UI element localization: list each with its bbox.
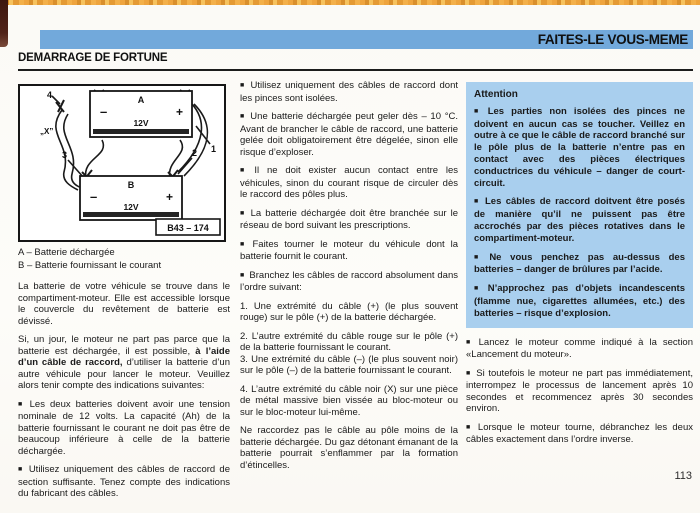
connection-steps	[240, 301, 458, 419]
bullet-item	[240, 270, 458, 294]
bullet-text: Les parties non isolées des pinces ne doivent en aucun cas se toucher. Veillez en outre à ce que le câble de raccord branché sur le pôle plus de la batterie n’entre pas en contact avec des pièces électriques conductrices du véhicule – danger de court-circuit.	[474, 105, 685, 189]
bullet-text: Faites tourner le moteur du véhicule dont la batterie fournit le courant.	[240, 238, 458, 262]
bullet-item	[240, 111, 458, 158]
square-bullet-icon: ■	[18, 466, 24, 473]
square-bullet-icon: ■	[474, 253, 485, 261]
bullet-text: Utilisez uniquement des câbles de raccord dont les pinces sont isolées.	[240, 80, 458, 104]
column-left	[18, 84, 230, 507]
bullet-item	[240, 208, 458, 232]
column-right	[466, 82, 693, 453]
step-item: 1. Une extrémité du câble (+) (le plus souvent rouge) sur le pôle (+) de la batterie déchargée.	[240, 300, 458, 323]
square-bullet-icon: ■	[466, 423, 473, 431]
square-bullet-icon: ■	[240, 167, 250, 174]
scan-edge-strip	[0, 0, 700, 5]
bullet-item	[240, 239, 458, 263]
column-middle	[240, 80, 458, 478]
scan-corner-artifact	[0, 0, 8, 47]
attention-title: Attention	[474, 89, 518, 100]
battery-b-base	[83, 212, 179, 217]
battery-b-voltage: 12V	[123, 202, 139, 212]
bullet-text: Branchez les câbles de raccord absolument dans l’ordre suivant:	[240, 269, 458, 293]
bullet-text: Il ne doit exister aucun contact entre les véhicules, sinon du courant risque de circuler dès le raccord des pôles plus.	[240, 165, 458, 200]
battery-a-voltage: 12V	[133, 118, 149, 128]
paragraph: La batterie de votre véhicule se trouve dans le compartiment-moteur. Elle est accessible lorsque le couvercle du revêtement de batterie est dévissé.	[18, 281, 230, 327]
chapter-title: FAITES-LE VOUS-MEME	[537, 32, 688, 47]
paragraph-text: d’utiliser la batterie d’un autre véhicule pour lancer le moteur. Veuillez alors tenir compte des indications suivantes:	[18, 357, 230, 391]
attention-bullet	[474, 106, 685, 190]
caption-battery-b: B – Batterie fournissant le courant	[18, 259, 162, 271]
battery-a-minus: –	[100, 104, 108, 119]
bullet-item	[240, 80, 458, 104]
callout-2: 2	[192, 148, 198, 158]
figure-ref: B43 – 174	[167, 223, 209, 233]
square-bullet-icon: ■	[240, 271, 245, 279]
step-item: 2. L’autre extrémité du câble rouge sur le pôle (+) de la batterie fournissant le courant.	[240, 330, 458, 353]
square-bullet-icon: ■	[474, 107, 483, 115]
battery-b-plus: +	[166, 190, 174, 204]
bullet-text: Une batterie déchargée peut geler dès – 10 °C. Avant de brancher le câble de raccord, une batterie gelée doit obligatoirement être dégelée, sinon elle risque d’exploser.	[240, 111, 458, 158]
bullet-item	[240, 165, 458, 201]
bullet-item	[466, 422, 693, 446]
battery-a-label: A	[137, 95, 145, 105]
battery-a-base	[93, 129, 189, 134]
bullet-text: La batterie déchargée doit être branchée sur le réseau de bord suivant les prescriptions.	[240, 207, 458, 231]
section-divider	[18, 69, 693, 71]
bullet-item	[466, 368, 693, 415]
step-item: 3. Une extrémité du câble (–) (le plus souvent noir) sur le pôle (–) de la batterie fournissant le courant.	[240, 353, 458, 376]
warning-note: Ne raccordez pas le câble au pôle moins de la batterie déchargée. Du gaz détonant émanant de la batterie pourrait s’enflammer par la formation d’étincelles.	[240, 425, 458, 471]
square-bullet-icon: ■	[240, 240, 248, 248]
battery-diagram-svg	[20, 86, 224, 240]
paragraph-bold: à l’aide d’un câble de raccord,	[18, 345, 230, 368]
bullet-text: Les deux batteries doivent avoir une tension nominale de 12 volts. La capacité (Ah) de la batterie fournissant le courant ne doit pas être de beaucoup inférieure à celle de la batterie déchargée.	[18, 398, 230, 457]
battery-diagram	[18, 84, 226, 242]
square-bullet-icon: ■	[474, 198, 480, 206]
square-bullet-icon: ■	[240, 209, 246, 217]
attention-box	[466, 82, 693, 328]
bullet-text: Les câbles de raccord doitvent être posés de manière qu’il ne puissent pas être accrochés par des pièces rotatives dans le compartiment-moteur.	[474, 196, 686, 244]
battery-a-plus: +	[176, 105, 184, 119]
square-bullet-icon: ■	[18, 400, 25, 408]
square-bullet-icon: ■	[474, 285, 483, 293]
attention-bullet	[474, 196, 685, 244]
section-title: DEMARRAGE DE FORTUNE	[18, 52, 168, 64]
bullet-text: Lorsque le moteur tourne, débranchez les deux câbles exactement dans l’ordre inverse.	[466, 421, 693, 446]
attention-bullet	[474, 252, 685, 277]
step-item: 4. L’autre extrémité du câble noir (X) sur une pièce de métal massive bien vissée au bloc-moteur ou sur le bloc-moteur lui-même.	[240, 383, 458, 418]
bullet-text: Si toutefois le moteur ne part pas immédiatement, interrompez le processus de lancement après 10 secondes et recommencez après 30 secondes environ.	[466, 367, 693, 415]
bullet-item	[18, 464, 230, 500]
bullet-item	[466, 337, 693, 361]
battery-b-label: B	[127, 180, 135, 190]
square-bullet-icon: ■	[466, 338, 474, 346]
bullet-text: Utilisez uniquement des câbles de raccord de section suffisante. Tenez compte des indications du fabricant des câbles.	[18, 464, 230, 499]
figure-captions	[18, 247, 230, 272]
square-bullet-icon: ■	[466, 369, 472, 377]
caption-battery-a: A – Batterie déchargée	[18, 247, 115, 258]
attention-bullet	[474, 283, 685, 319]
chapter-header-bar	[40, 30, 693, 49]
bullet-text: Ne vous penchez pas au-dessus des batteries – danger de brûlures par l’acide.	[474, 251, 685, 276]
battery-b-minus: –	[90, 189, 98, 204]
bullet-text: N’approchez pas d’objets incandescents (flamme nue, cigarettes allumées, etc.) des batteries – risque d’explosion.	[474, 283, 685, 319]
paragraph-text: Si, un jour, le moteur ne part pas parce que la batterie est déchargée, il est possible,	[18, 334, 230, 357]
callout-3: 3	[62, 150, 68, 160]
bullet-text: Lancez le moteur comme indiqué à la section «Lancement du moteur».	[466, 336, 693, 361]
paragraph	[18, 334, 230, 392]
square-bullet-icon: ■	[240, 113, 246, 120]
page-number: 113	[674, 470, 692, 482]
callout-1: 1	[211, 144, 217, 154]
square-bullet-icon: ■	[240, 82, 246, 89]
callout-x: „X”	[40, 127, 54, 136]
callout-4: 4	[47, 90, 53, 100]
bullet-item	[18, 399, 230, 458]
